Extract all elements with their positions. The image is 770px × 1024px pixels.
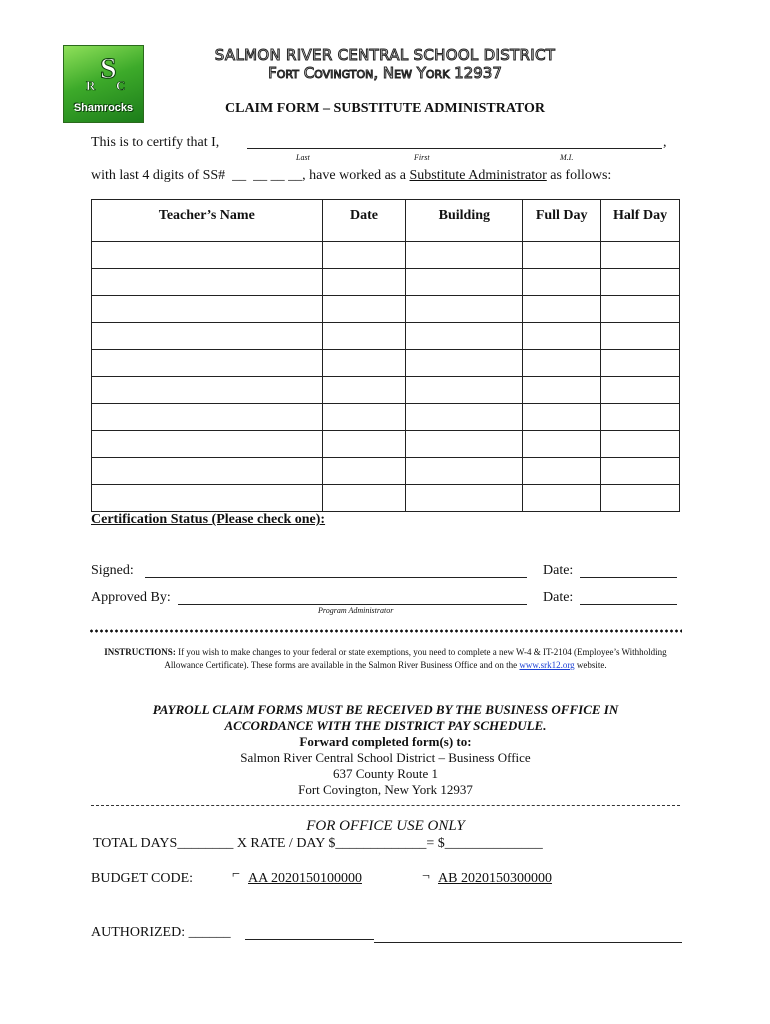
- table-cell[interactable]: [601, 377, 680, 404]
- svg-text:R: R: [86, 78, 96, 92]
- first-name-label: First: [414, 153, 430, 162]
- ss-suffix: as follows:: [546, 168, 612, 183]
- table-cell[interactable]: [601, 404, 680, 431]
- table-cell[interactable]: [92, 350, 323, 377]
- table-row: [92, 269, 680, 296]
- bottom-rule: [374, 942, 682, 943]
- table-cell[interactable]: [92, 431, 323, 458]
- table-cell[interactable]: [406, 404, 523, 431]
- payroll-line1: PAYROLL CLAIM FORMS MUST BE RECEIVED BY THE BUSINESS OFFICE IN: [152, 702, 619, 717]
- form-title: CLAIM FORM – SUBSTITUTE ADMINISTRATOR: [225, 101, 545, 116]
- work-log-table: [91, 199, 680, 512]
- svg-text:C: C: [116, 78, 126, 92]
- signed-date-label: Date:: [543, 563, 574, 578]
- table-cell[interactable]: [523, 458, 601, 485]
- table-cell[interactable]: [406, 458, 523, 485]
- table-cell[interactable]: [406, 323, 523, 350]
- col-half-day: Half Day: [601, 200, 680, 242]
- mi-label: M.I.: [560, 153, 574, 162]
- table-cell[interactable]: [523, 350, 601, 377]
- table-cell[interactable]: [92, 404, 323, 431]
- table-cell[interactable]: [322, 242, 406, 269]
- signed-label: Signed:: [91, 563, 134, 578]
- table-cell[interactable]: [601, 296, 680, 323]
- col-building: Building: [406, 200, 523, 242]
- table-row: [92, 404, 680, 431]
- table-cell[interactable]: [601, 242, 680, 269]
- table-cell[interactable]: [523, 323, 601, 350]
- instructions-end: website.: [574, 660, 607, 670]
- certify-prefix: This is to certify that I,: [91, 135, 220, 150]
- total-days-line: TOTAL DAYS________ X RATE / DAY $_____________= $______________: [93, 836, 543, 851]
- signed-date-field[interactable]: [580, 564, 677, 578]
- src-monogram-icon: [80, 52, 130, 92]
- table-cell[interactable]: [523, 269, 601, 296]
- certify-suffix: ,: [663, 135, 667, 150]
- dotted-divider: [89, 629, 682, 633]
- program-admin-caption: Program Administrator: [318, 606, 394, 615]
- table-cell[interactable]: [406, 269, 523, 296]
- payroll-line2: ACCORDANCE WITH THE DISTRICT PAY SCHEDULE.: [224, 718, 547, 733]
- payroll-notice: [91, 702, 680, 798]
- table-cell[interactable]: [406, 242, 523, 269]
- table-cell[interactable]: [601, 350, 680, 377]
- authorized-field[interactable]: [245, 926, 374, 940]
- table-cell[interactable]: [406, 296, 523, 323]
- table-cell[interactable]: [601, 485, 680, 512]
- certify-line: [91, 135, 219, 151]
- approved-date-field[interactable]: [580, 591, 677, 605]
- table-cell[interactable]: [322, 296, 406, 323]
- name-field[interactable]: [247, 135, 662, 149]
- table-cell[interactable]: [322, 485, 406, 512]
- col-date: Date: [322, 200, 406, 242]
- table-cell[interactable]: [523, 296, 601, 323]
- dashed-divider: [91, 805, 680, 806]
- table-cell[interactable]: [92, 377, 323, 404]
- table-cell[interactable]: [92, 485, 323, 512]
- table-cell[interactable]: [322, 458, 406, 485]
- table-header-row: [92, 200, 680, 242]
- certification-status: Certification Status (Please check one):: [91, 512, 326, 527]
- table-cell[interactable]: [92, 242, 323, 269]
- district-logo: [63, 45, 144, 123]
- ss-line: [91, 168, 611, 184]
- table-cell[interactable]: [322, 377, 406, 404]
- table-row: [92, 485, 680, 512]
- forward-heading: Forward completed form(s) to:: [299, 734, 472, 749]
- approved-label: Approved By:: [91, 590, 171, 605]
- logo-word: Shamrocks: [73, 102, 134, 114]
- address-line1: Salmon River Central School District – Business Office: [240, 750, 531, 765]
- address-line3: Fort Covington, New York 12937: [298, 782, 473, 797]
- instructions-text: If you wish to make changes to your federal or state exemptions, you need to complete a new W-4 & IT-2104 (Employee’s Withholding Allowance Certificate). These forms are available in the Salmon River Business Office and on the: [164, 647, 667, 670]
- instructions: [91, 646, 680, 672]
- table-cell[interactable]: [601, 323, 680, 350]
- table-row: [92, 431, 680, 458]
- table-cell[interactable]: [601, 269, 680, 296]
- table-cell[interactable]: [322, 431, 406, 458]
- table-cell[interactable]: [322, 404, 406, 431]
- authorized-label: AUTHORIZED: ______: [91, 925, 231, 940]
- table-cell[interactable]: [601, 458, 680, 485]
- table-cell[interactable]: [406, 377, 523, 404]
- approved-date-label: Date:: [543, 590, 574, 605]
- col-teacher-name: Teacher’s Name: [92, 200, 323, 242]
- table-cell[interactable]: [322, 269, 406, 296]
- table-cell[interactable]: [406, 350, 523, 377]
- last-name-label: Last: [296, 153, 310, 162]
- table-cell[interactable]: [523, 377, 601, 404]
- district-location: Fort Covington, New York 12937: [268, 64, 502, 82]
- table-row: [92, 350, 680, 377]
- table-cell[interactable]: [92, 296, 323, 323]
- table-cell[interactable]: [523, 404, 601, 431]
- signed-field[interactable]: [145, 564, 527, 578]
- table-body: [92, 242, 680, 512]
- table-cell[interactable]: [406, 431, 523, 458]
- table-cell[interactable]: [523, 431, 601, 458]
- approved-field[interactable]: [178, 591, 527, 605]
- table-row: [92, 323, 680, 350]
- website-link[interactable]: www.srk12.org: [519, 660, 575, 670]
- address-line2: 637 County Route 1: [332, 766, 439, 781]
- table-row: [92, 242, 680, 269]
- role-text: Substitute Administrator: [409, 168, 547, 183]
- table-cell[interactable]: [322, 350, 406, 377]
- table-row: [92, 458, 680, 485]
- budget-code-aa: AA 2020150100000: [248, 871, 362, 886]
- budget-code-label: BUDGET CODE:: [91, 871, 194, 886]
- office-use-heading: FOR OFFICE USE ONLY: [306, 818, 465, 834]
- table-cell[interactable]: [601, 431, 680, 458]
- instructions-label: INSTRUCTIONS:: [104, 647, 176, 657]
- table-cell[interactable]: [523, 242, 601, 269]
- ss-text: with last 4 digits of SS# __ __ __ __, have worked as a: [91, 168, 410, 183]
- table-cell[interactable]: [322, 323, 406, 350]
- table-cell[interactable]: [92, 323, 323, 350]
- district-name: SALMON RIVER CENTRAL SCHOOL DISTRICT: [214, 46, 556, 64]
- table-cell[interactable]: [523, 485, 601, 512]
- table-row: [92, 377, 680, 404]
- budget-code-ab: AB 2020150300000: [438, 871, 552, 886]
- table-cell[interactable]: [92, 458, 323, 485]
- table-row: [92, 296, 680, 323]
- col-full-day: Full Day: [523, 200, 601, 242]
- checkbox-aa[interactable]: ⌐: [232, 867, 240, 882]
- svg-text:S: S: [100, 52, 117, 85]
- table-cell[interactable]: [406, 485, 523, 512]
- checkbox-ab[interactable]: ¬: [422, 869, 430, 884]
- table-cell[interactable]: [92, 269, 323, 296]
